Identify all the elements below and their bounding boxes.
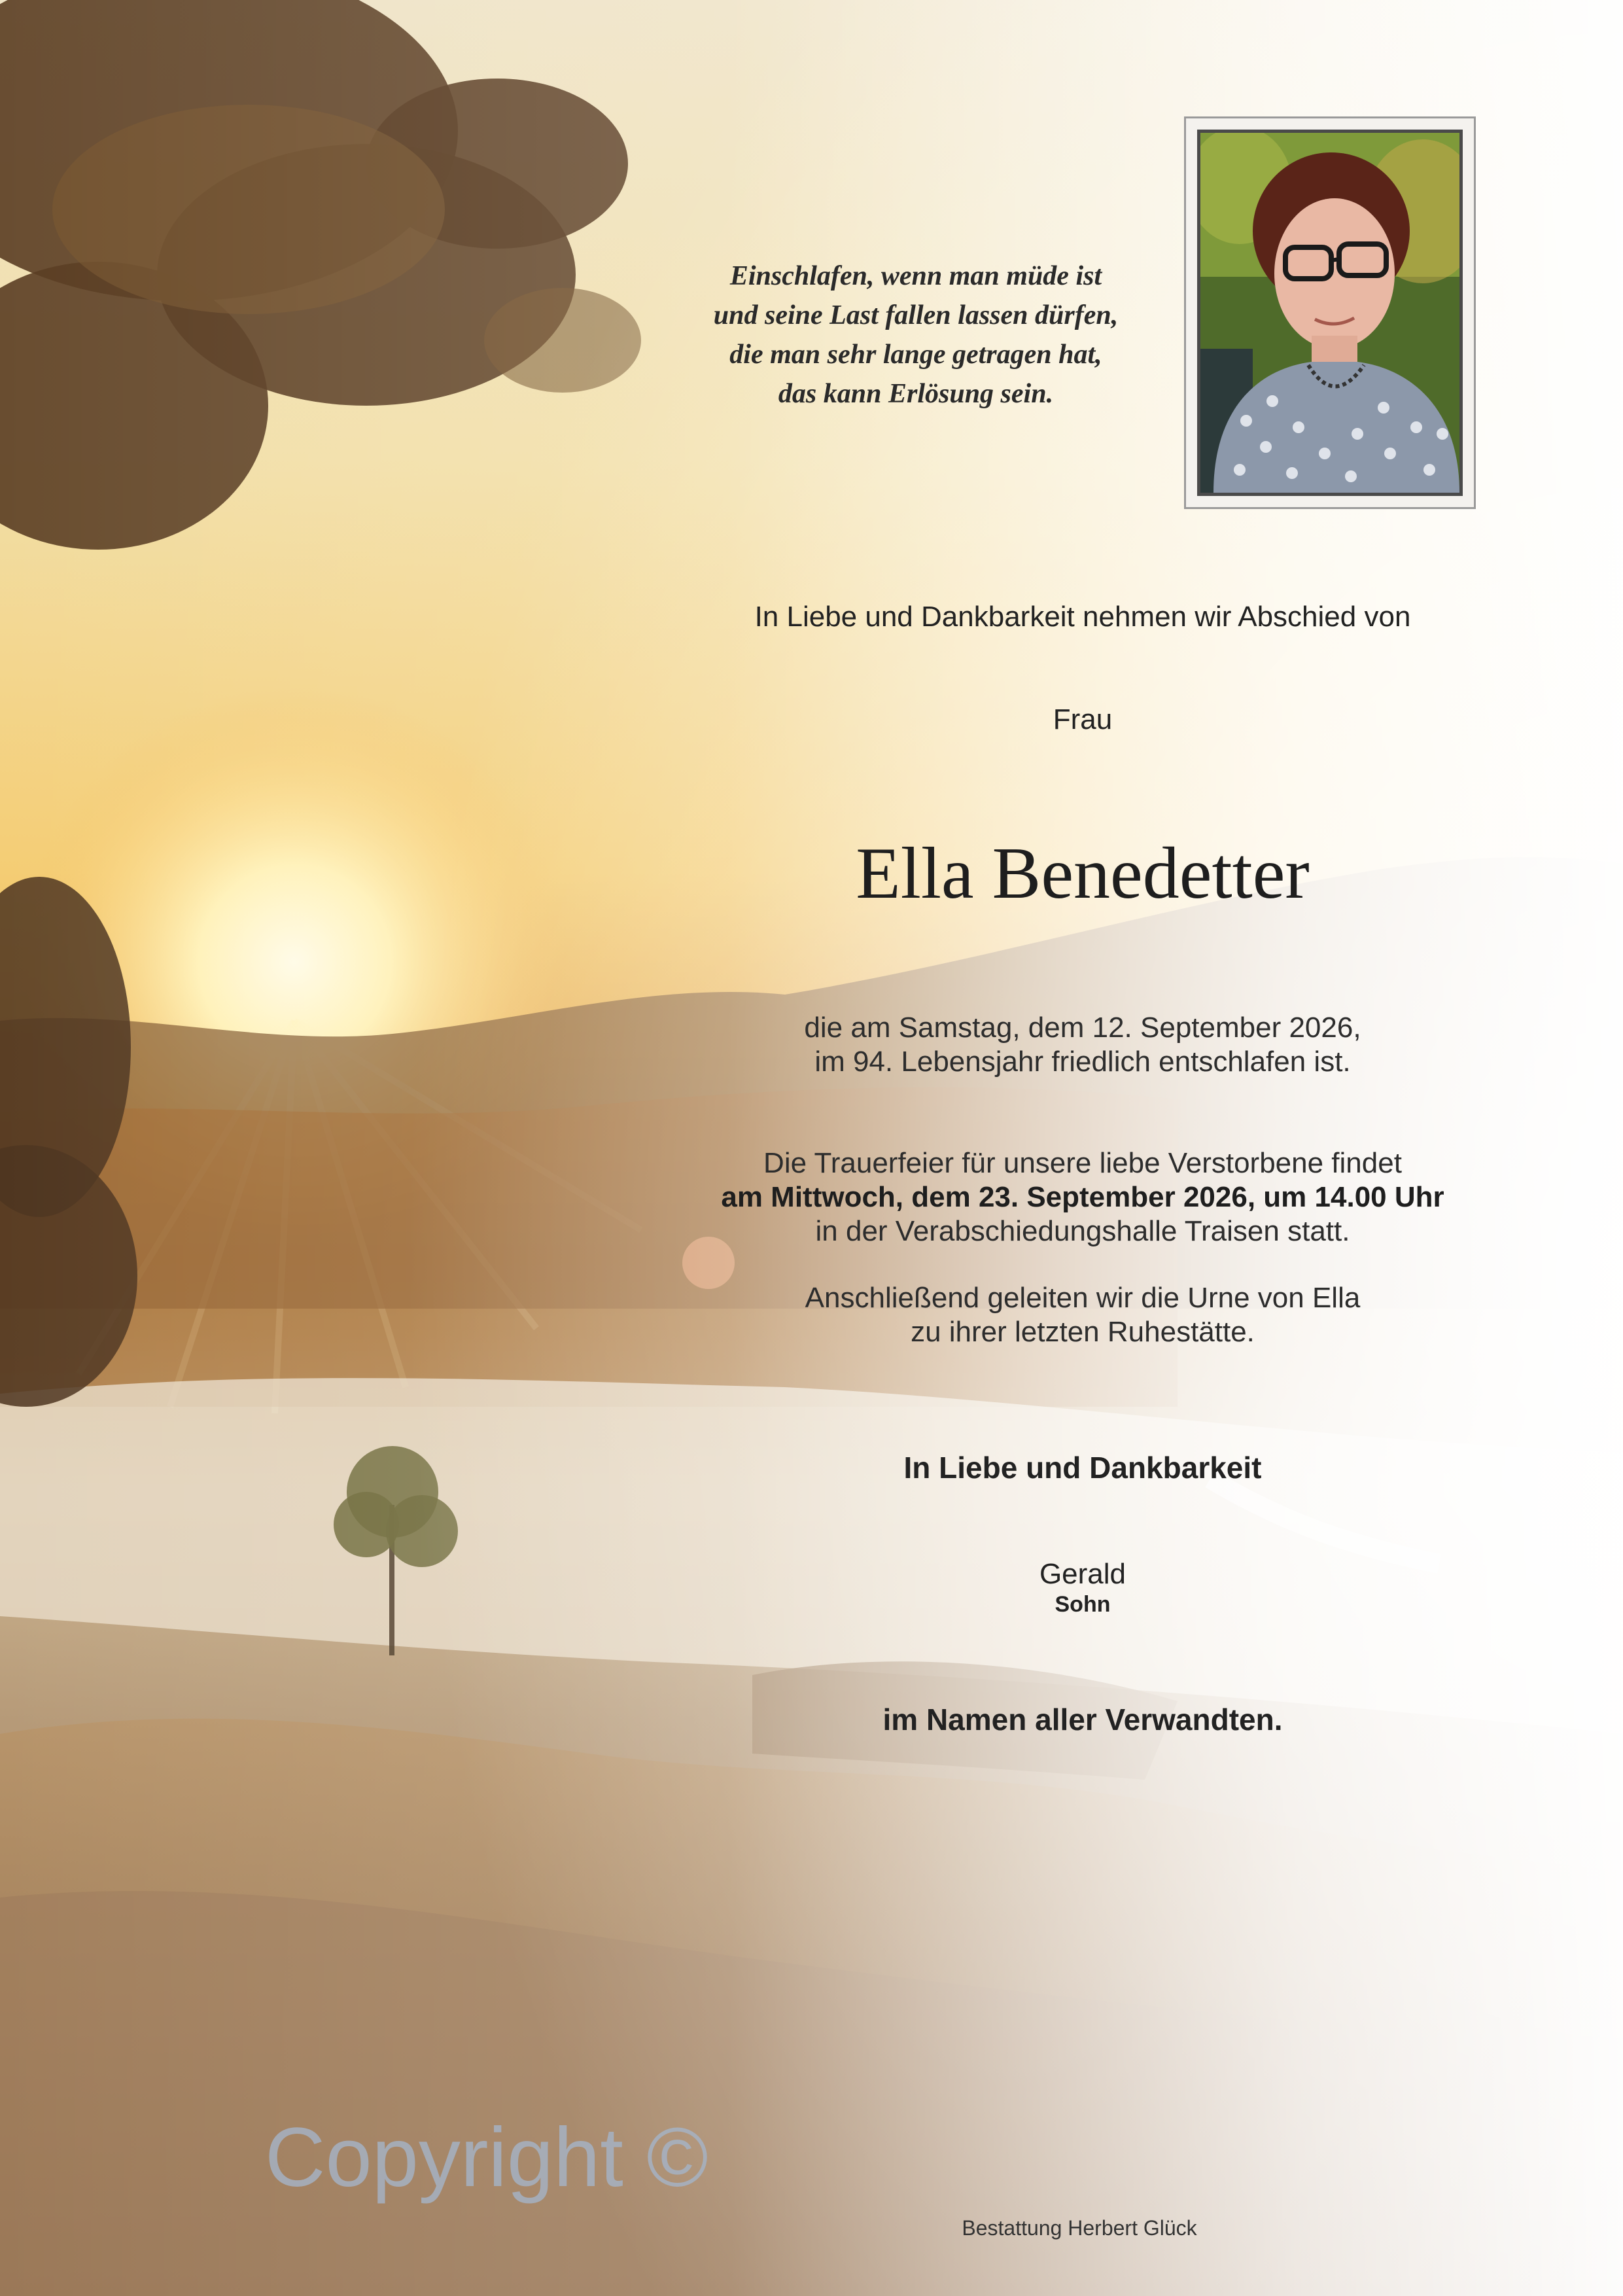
funeral-location: in der Verabschiedungshalle Traisen statt. (815, 1215, 1350, 1247)
gratitude-heading: In Liebe und Dankbarkeit (903, 1451, 1262, 1485)
family-closing: im Namen aller Verwandten. (882, 1703, 1283, 1737)
urn-notice (648, 1281, 1518, 1349)
poem (589, 256, 1243, 414)
funeral-home: Bestattung Herbert Glück (962, 2216, 1197, 2240)
urn-notice-line: zu ihrer letzten Ruhestätte. (911, 1316, 1255, 1348)
death-notice (648, 1011, 1518, 1079)
deceased-name: Ella Benedetter (856, 833, 1310, 914)
poem-line: Einschlafen, wenn man müde ist (729, 261, 1102, 291)
farewell-intro: In Liebe und Dankbarkeit nehmen wir Abschied von (754, 601, 1411, 633)
mourner-name: Gerald (1039, 1558, 1126, 1590)
death-notice-line: im 94. Lebensjahr friedlich entschlafen ist. (814, 1046, 1351, 1078)
poem-line: die man sehr lange getragen hat, (729, 340, 1102, 370)
death-notice-line: die am Samstag, dem 12. September 2026, (804, 1012, 1361, 1044)
urn-notice-line: Anschließend geleiten wir die Urne von Ella (805, 1282, 1361, 1314)
funeral-info (648, 1146, 1518, 1248)
copyright-watermark: Copyright © (265, 2111, 708, 2204)
honorific: Frau (1053, 703, 1113, 735)
poem-line: und seine Last fallen lassen dürfen, (713, 300, 1119, 330)
poem-line: das kann Erlösung sein. (778, 379, 1054, 409)
mourner-relation: Sohn (1055, 1592, 1111, 1617)
funeral-line: Die Trauerfeier für unsere liebe Verstorbene findet (763, 1147, 1402, 1179)
funeral-date: am Mittwoch, dem 23. September 2026, um 14.00 Uhr (721, 1181, 1444, 1213)
